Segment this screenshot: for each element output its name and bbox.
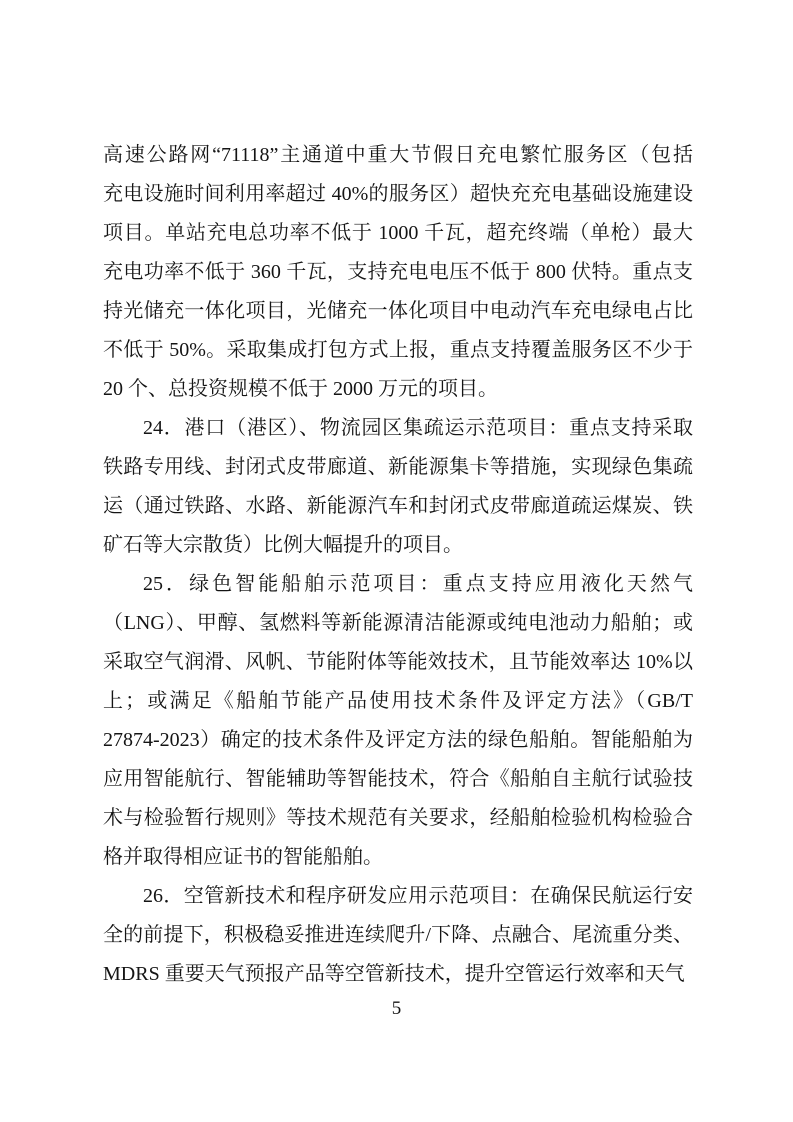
text-line: 20 个、总投资规模不低于 2000 万元的项目。 [103,378,498,400]
text-line: 术与检验暂行规则》等技术规范有关要求，经船舶检验机构检验合 [103,807,693,829]
text-line: 高速公路网“71118”主通道中重大节假日充电繁忙服务区（包括 [103,144,693,166]
text-line: 项目。单站充电总功率不低于 1000 千瓦，超充终端（单枪）最大 [103,222,693,244]
text-line: 27874-2023）确定的技术条件及评定方法的绿色船舶。智能船舶为 [103,729,693,751]
text-line: （LNG）、甲醇、氢燃料等新能源清洁能源或纯电池动力船舶；或 [103,612,693,634]
text-line: 应用智能航行、智能辅助等智能技术，符合《船舶自主航行试验技 [103,768,693,790]
text-line: 运（通过铁路、水路、新能源汽车和封闭式皮带廊道疏运煤炭、铁 [103,495,693,517]
text-line: 持光储充一体化项目，光储充一体化项目中电动汽车充电绿电占比 [103,300,693,322]
text-line: 不低于 50%。采取集成打包方式上报，重点支持覆盖服务区不少于 [103,339,693,361]
text-line: 26．空管新技术和程序研发应用示范项目：在确保民航运行安 [143,885,693,907]
text-line: 25．绿色智能船舶示范项目：重点支持应用液化天然气 [143,573,693,595]
text-line: 充电功率不低于 360 千瓦，支持充电电压不低于 800 伏特。重点支 [103,261,693,283]
text-line: 充电设施时间利用率超过 40%的服务区）超快充充电基础设施建设 [103,183,693,205]
text-line: 采取空气润滑、风帆、节能附体等能效技术，且节能效率达 10%以 [103,651,693,673]
document-body [103,136,693,994]
text-line: MDRS 重要天气预报产品等空管新技术，提升空管运行效率和天气 [103,963,685,985]
page-number: 5 [391,998,402,1019]
text-line: 格并取得相应证书的智能船舶。 [103,846,383,868]
text-line: 矿石等大宗散货）比例大幅提升的项目。 [103,534,463,556]
text-line: 上；或满足《船舶节能产品使用技术条件及评定方法》（GB/T [103,690,693,712]
text-line: 铁路专用线、封闭式皮带廊道、新能源集卡等措施，实现绿色集疏 [103,456,693,478]
text-line: 24．港口（港区）、物流园区集疏运示范项目：重点支持采取 [143,417,693,439]
text-line: 全的前提下，积极稳妥推进连续爬升/下降、点融合、尾流重分类、 [103,924,693,946]
